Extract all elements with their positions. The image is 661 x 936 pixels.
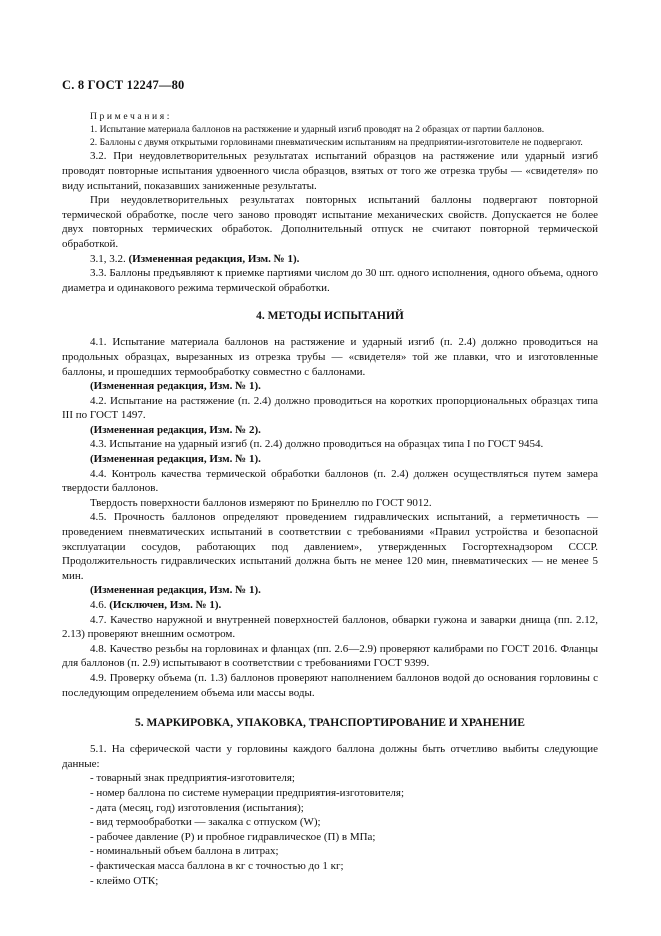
paragraph-4-5: 4.5. Прочность баллонов определяют проведением гидравлических испытаний, а герметичность — проведением пневматических испытаний в соответствии с требованиями «Правил устройства и безопасной эксплуатации сосудов, работающих под давлением», утвержденных Госгортехнадзором СССР. Продолжительность гидравлических испытаний должна быть не менее 120 мин, пневматических — не менее 5 мин. [62,511,598,582]
note-item: 1. Испытание материала баллонов на растяжение и ударный изгиб проводят на 2 образцах от партии баллонов. [90,123,545,135]
excluded-note: (Исключен, Изм. № 1). [109,599,222,612]
list-item: - вид термообработки — закалка с отпуском (W); [90,816,321,829]
paragraph-4-1: 4.1. Испытание материала баллонов на растяжение и ударный изгиб (п. 2.4) должно проводиться на продольных образцах, вырезанных из отрезка трубы — «свидетеля» той же плавки, что и изготовленные баллоны, и прошедших термообработку совместно с баллонами. [62,336,598,378]
paragraph-4-4: 4.4. Контроль качества термической обработки баллонов (п. 2.4) должен осуществляться путем замера твердости баллонов. [62,467,598,495]
clause-ref: 4.6. [90,599,110,612]
paragraph-4-3: 4.3. Испытание на ударный изгиб (п. 2.4) должно проводиться на образцах типа I по ГОСТ 9454. [90,438,544,451]
notes-title: Примечания: [90,111,172,122]
paragraph-5-1: 5.1. На сферической части у горловины каждого баллона должны быть отчетливо выбиты следующие данные: [62,743,598,770]
paragraph-4-8: 4.8. Качество резьбы на горловинах и фланцах (пп. 2.6—2.9) проверяют калибрами по ГОСТ 2016. Фланцы для баллонов (п. 2.9) испытывают в соответствии с требованиями ГОСТ 9399. [62,642,598,670]
paragraph-4-2: 4.2. Испытание на растяжение (п. 2.4) должно проводиться на коротких пропорциональных образцах типа III по ГОСТ 1497. [62,394,598,422]
paragraph-3-2-retest: При неудовлетворительных результатах повторных испытаний баллоны подвергают повторной термической обработке, после чего заново проводят испытание механических свойств. Допускается не более двух повторных термических обработок. Дополнительный отпуск не считают повторной термической обработкой. [62,194,598,250]
marking-list [62,771,598,888]
paragraph-4-4-hardness: Твердость поверхности баллонов измеряют по Бринеллю по ГОСТ 9012. [90,496,432,509]
list-item: - товарный знак предприятия-изготовителя; [90,772,295,785]
list-item: - номинальный объем баллона в литрах; [90,845,279,858]
revision-note: (Измененная редакция, Изм. № 1). [90,453,261,466]
list-item: - фактическая масса баллона в кг с точностью до 1 кг; [90,859,344,872]
revision-note: (Измененная редакция, Изм. № 2). [90,423,261,436]
section-heading-4: 4. МЕТОДЫ ИСПЫТАНИЙ [256,310,404,323]
note-item: 2. Баллоны с двумя открытыми горловинами пневматическим испытаниям на предприятии-изготовителе не подвергают. [90,136,583,148]
paragraph-4-6 [62,598,598,613]
revision-note: (Измененная редакция, Изм. № 1). [90,380,261,393]
list-item: - рабочее давление (Р) и пробное гидравлическое (П) в МПа; [90,830,376,843]
revision-text: (Измененная редакция, Изм. № 1). [128,252,300,265]
revision-note: (Измененная редакция, Изм. № 1). [90,584,261,597]
paragraph-4-7: 4.7. Качество наружной и внутренней поверхностей баллонов, обварки гужона и заварки днища (пп. 2.12, 2.13) проверяют внешним осмотром. [62,613,598,641]
list-item: - дата (месяц, год) изготовления (испытания); [90,801,304,814]
revision-note-3-1 [62,252,598,267]
revision-ref: 3.1, 3.2. [90,252,129,265]
paragraph-3-3: 3.3. Баллоны предъявляют к приемке партиями числом до 30 шт. одного исполнения, одного объема, одного диаметра и одинакового режима термической обработки. [62,267,598,294]
page-header: С. 8 ГОСТ 12247—80 [62,78,185,92]
paragraph-3-2: 3.2. При неудовлетворительных результатах испытаний образцов на растяжение или ударный изгиб проводят повторные испытания удвоенного числа образцов, взятых от того же отрезка трубы — «свидетеля» по виду испытаний, показавших заниженные результаты. [62,150,598,192]
list-item: - клеймо ОТК; [90,874,159,887]
paragraph-4-9: 4.9. Проверку объема (п. 1.3) баллонов проверяют наполнением баллонов водой до основания горловины с последующим определением объема или массы воды. [62,671,598,699]
list-item: - номер баллона по системе нумерации предприятия-изготовителя; [90,786,405,799]
page-content [62,111,598,888]
section-heading-5: 5. МАРКИРОВКА, УПАКОВКА, ТРАНСПОРТИРОВАНИЕ И ХРАНЕНИЕ [135,717,525,730]
